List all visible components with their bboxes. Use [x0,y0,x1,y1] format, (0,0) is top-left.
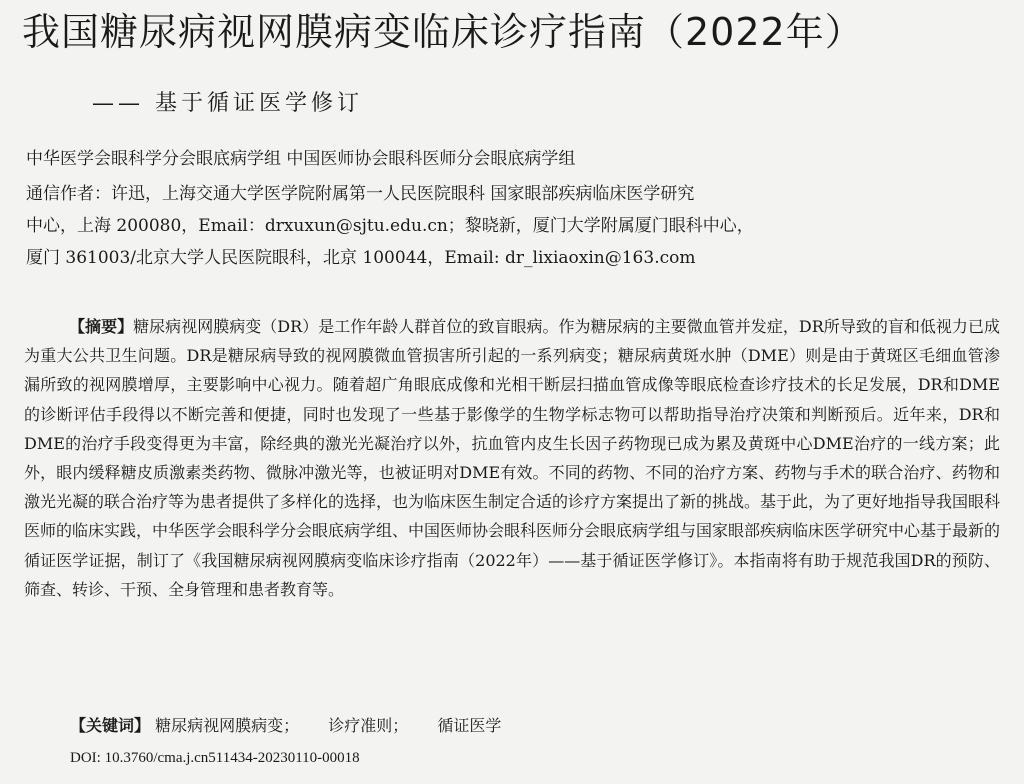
abstract [24,312,1000,604]
paper-subtitle: —— 基于循证医学修订 [92,91,363,116]
keyword-item: 循证医学 [437,716,502,735]
author-organizations: 中华医学会眼科学分会眼底病学组 中国医师协会眼科医师分会眼底病学组 [26,149,576,169]
correspondence-line: 中心，上海 200080，Email：drxuxun@sjtu.edu.cn；黎晓新，厦门大学附属厦门眼科中心， [26,216,754,236]
doi[interactable]: DOI: 10.3760/cma.j.cn511434-20230110-00018 [70,750,360,766]
abstract-label: 【摘要】 [69,317,134,336]
correspondence-line: 通信作者：许迅，上海交通大学医学院附属第一人民医院眼科 国家眼部疾病临床医学研究 [26,184,695,204]
paper-title: 我国糖尿病视网膜病变临床诊疗指南（2022年） [22,10,864,54]
keywords [70,712,525,740]
correspondence-line: 厦门 361003/北京大学人民医院眼科，北京 100044，Email: dr_lixiaoxin@163.com [26,248,696,268]
abstract-text: 糖尿病视网膜病变（DR）是工作年龄人群首位的致盲眼病。作为糖尿病的主要微血管并发症，DR所导致的盲和低视力已成为重大公共卫生问题。DR是糖尿病导致的视网膜微血管损害所引起的一系列病变；糖尿病黄斑水肿（DME）则是由于黄斑区毛细血管渗漏所致的视网膜增厚，主要影响中心视力。随着超广角眼底成像和光相干断层扫描血管成像等眼底检查诊疗技术的长足发展，DR和DME的诊断评估手段得以不断完善和便捷，同时也发现了一些基于影像学的生物学标志物可以帮助指导治疗决策和判断预后。近年来，DR和DME的治疗手段变得更为丰富，除经典的激光光凝治疗以外，抗血管内皮生长因子药物现已成为累及黄斑中心DME治疗的一线方案；此外，眼内缓释糖皮质激素类药物、微脉冲激光等，也被证明对DME有效。不同的药物、不同的治疗方案、药物与手术的联合治疗、药物和激光光凝的联合治疗等为患者提供了多样化的选择，也为临床医生制定合适的诊疗方案提出了新的挑战。基于此，为了更好地指导我国眼科医师的临床实践，中华医学会眼科学分会眼底病学组、中国医师协会眼科医师分会眼底病学组与国家眼部疾病临床医学研究中心基于最新的循证医学证据，制订了《我国糖尿病视网膜病变临床诊疗指南（2022年）——基于循证医学修订》。本指南将有助于规范我国DR的预防、筛查、转诊、干预、全身管理和患者教育等。 [24,317,1001,599]
keyword-item: 糖尿病视网膜病变； [155,716,300,735]
correspondence-block [26,178,996,274]
keywords-label: 【关键词】 [70,716,151,735]
keyword-item: 诊疗准则； [328,716,409,735]
